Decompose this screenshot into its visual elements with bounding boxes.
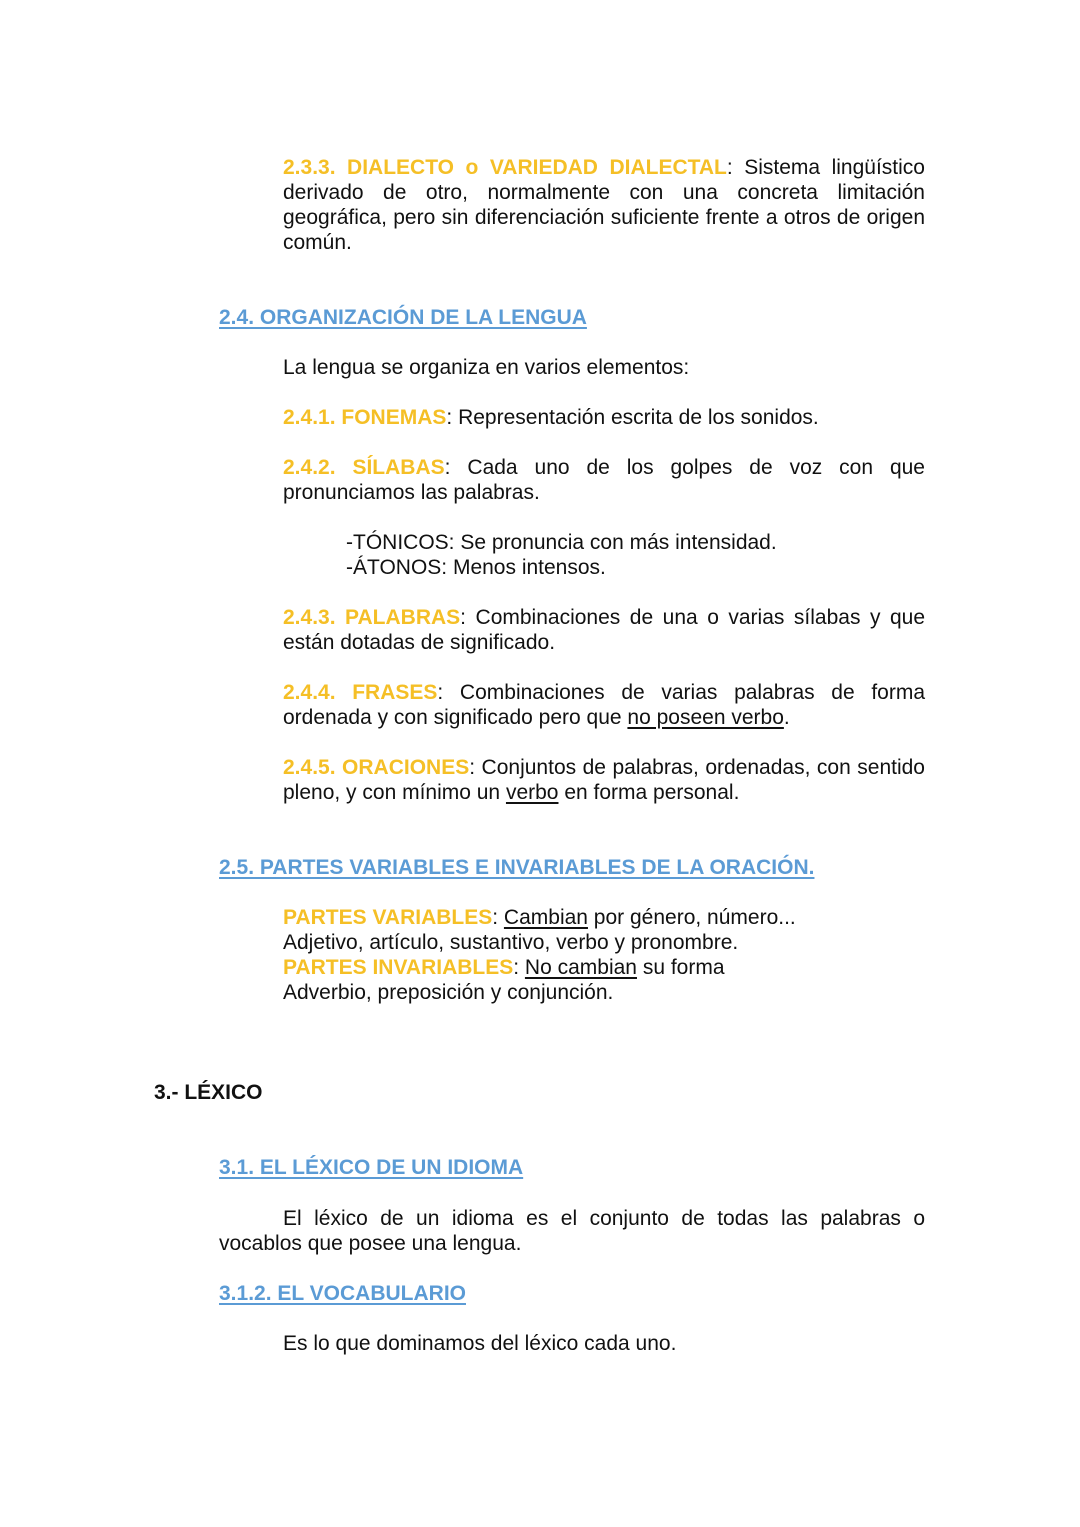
fonemas-paragraph: 2.4.1. FONEMAS: Representación escrita de los sonidos. <box>283 406 819 429</box>
dialecto-paragraph: 2.3.3. DIALECTO o VARIEDAD DIALECTAL: Sistema lingüístico derivado de otro, normalmente con una concreta limitación geográfica, pero sin diferenciación suficiente frente a otros de origen común. <box>283 156 925 254</box>
vocabulario-paragraph: Es lo que dominamos del léxico cada uno. <box>283 1332 677 1355</box>
heading-2-4: 2.4. ORGANIZACIÓN DE LA LENGUA <box>219 306 587 329</box>
definition-text: Sistema lingüístico derivado de otro, normalmente con una concreta limitación geográfica, pero sin diferenciación suficiente frente a otros de origen común. <box>283 156 925 254</box>
silabas-paragraph: 2.4.2. SÍLABAS: Cada uno de los golpes de voz con que pronunciamos las palabras. <box>283 456 925 504</box>
term-variables: PARTES VARIABLES <box>283 906 493 929</box>
palabras-paragraph: 2.4.3. PALABRAS: Combinaciones de una o varias sílabas y que están dotadas de significado. <box>283 606 925 654</box>
heading-3-1: 3.1. EL LÉXICO DE UN IDIOMA <box>219 1156 524 1179</box>
frases-paragraph: 2.4.4. FRASES: Combinaciones de varias palabras de forma ordenada y con significado pero que no poseen verbo. <box>283 681 926 729</box>
tonicos-atonos-list <box>346 530 777 580</box>
variables-line: PARTES VARIABLES: Cambian por género, número... <box>283 906 796 929</box>
invariables-examples: Adverbio, preposición y conjunción. <box>283 981 614 1004</box>
variables-examples: Adjetivo, artículo, sustantivo, verbo y pronombre. <box>283 931 739 954</box>
lexico-paragraph: El léxico de un idioma es el conjunto de todas las palabras o vocablos que posee una lengua. <box>219 1207 925 1255</box>
list-item-atonos: -ÁTONOS: Menos intensos. <box>346 556 606 579</box>
partes-block <box>283 905 796 1005</box>
oraciones-paragraph: 2.4.5. ORACIONES: Conjuntos de palabras, ordenadas, con sentido pleno, y con mínimo un verbo en forma personal. <box>283 756 925 804</box>
term-frases: 2.4.4. FRASES <box>283 681 438 704</box>
underlined-text: no poseen verbo <box>627 706 784 729</box>
heading-3-1-2: 3.1.2. EL VOCABULARIO <box>219 1282 466 1305</box>
term-oraciones: 2.4.5. ORACIONES <box>283 756 470 779</box>
heading-2-5: 2.5. PARTES VARIABLES E INVARIABLES DE LA ORACIÓN. <box>219 856 815 879</box>
list-item-tonicos: -TÓNICOS: Se pronuncia con más intensidad. <box>346 531 777 554</box>
invariables-line: PARTES INVARIABLES: No cambian su forma <box>283 956 725 979</box>
underlined-text: verbo <box>505 781 559 804</box>
term-dialecto: 2.3.3. DIALECTO o VARIEDAD DIALECTAL <box>283 156 727 179</box>
heading-3: 3.- LÉXICO <box>154 1081 263 1104</box>
term-silabas: 2.4.2. SÍLABAS <box>283 456 445 479</box>
intro-paragraph: La lengua se organiza en varios elementos: <box>283 356 690 379</box>
term-palabras: 2.4.3. PALABRAS <box>283 606 461 629</box>
term-invariables: PARTES INVARIABLES <box>283 956 514 979</box>
term-fonemas: 2.4.1. FONEMAS <box>283 406 447 429</box>
